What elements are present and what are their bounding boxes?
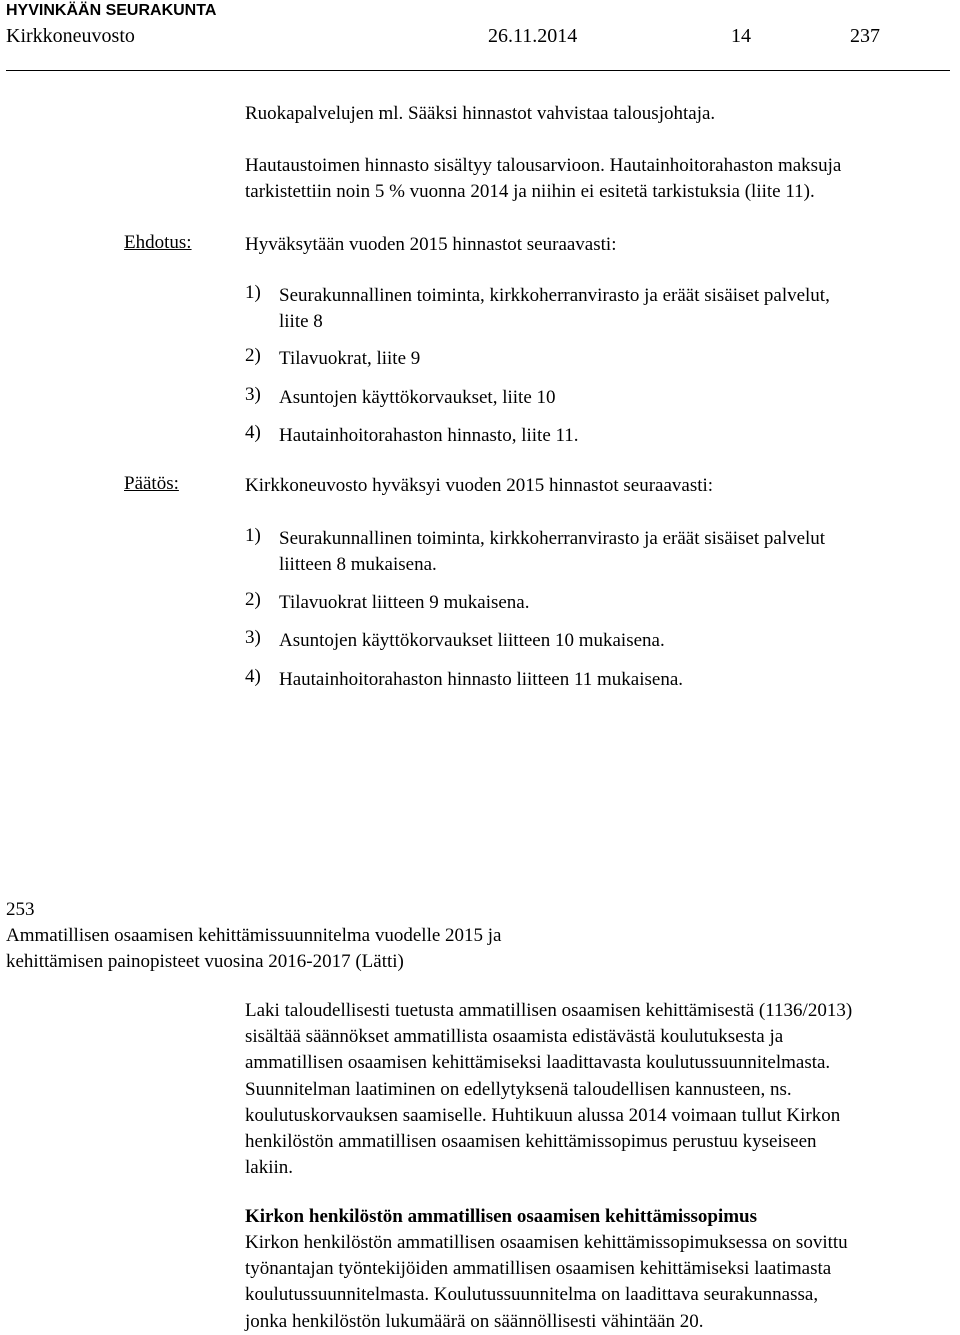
proposal-item-number: 3) xyxy=(245,384,261,405)
organization-name: HYVINKÄÄN SEURAKUNTA xyxy=(6,2,217,19)
decision-item-number: 3) xyxy=(245,627,261,648)
proposal-item-text: Tilavuokrat, liite 9 xyxy=(279,348,421,369)
intro-line: tarkistettiin noin 5 % vuonna 2014 ja niihin ei esitetä tarkistuksia (liite 11). xyxy=(245,181,815,202)
paragraph-line: jonka henkilöstön lukumäärä on säännöllisesti vähintään 20. xyxy=(245,1310,704,1332)
proposal-label: Ehdotus: xyxy=(124,232,192,253)
header-rule xyxy=(6,70,950,71)
proposal-item-text: Asuntojen käyttökorvaukset, liite 10 xyxy=(279,387,556,408)
section-paragraph xyxy=(245,1230,848,1335)
proposal-lead: Hyväksytään vuoden 2015 hinnastot seuraavasti: xyxy=(245,234,617,255)
section-title: kehittämisen painopisteet vuosina 2016-2017 (Lätti) xyxy=(6,951,404,972)
paragraph-line: koulutussuunnitelmasta. Koulutussuunnitelma on laadittava seurakunnassa, xyxy=(245,1284,819,1306)
decision-lead: Kirkkoneuvosto hyväksyi vuoden 2015 hinnastot seuraavasti: xyxy=(245,475,714,496)
paragraph-line: henkilöstön ammatillisen osaamisen kehittämissopimus perustuu kyseiseen xyxy=(245,1131,817,1153)
decision-item-text: Tilavuokrat liitteen 9 mukaisena. xyxy=(279,592,530,613)
section-title: Ammatillisen osaamisen kehittämissuunnitelma vuodelle 2015 ja xyxy=(6,925,502,946)
meeting-date: 26.11.2014 xyxy=(488,25,578,47)
decision-item-text: Seurakunnallinen toiminta, kirkkoherranvirasto ja eräät sisäiset palvelut xyxy=(279,528,826,549)
section-number: 14 xyxy=(731,25,751,47)
paragraph-line: ammatillisen osaamisen kehittämiseksi laadittavasta koulutussuunnitelmasta. xyxy=(245,1052,831,1074)
decision-label: Päätös: xyxy=(124,473,179,494)
subheading: Kirkon henkilöstön ammatillisen osaamisen kehittämissopimus xyxy=(245,1206,758,1227)
paragraph-line: Suunnitelman laatiminen on edellytyksenä taloudellisen kannusteen, ns. xyxy=(245,1078,792,1100)
proposal-item-text: Hautainhoitorahaston hinnasto, liite 11. xyxy=(279,425,579,446)
decision-item-text: Hautainhoitorahaston hinnasto liitteen 11 mukaisena. xyxy=(279,669,684,690)
paragraph-line: lakiin. xyxy=(245,1157,294,1179)
decision-item-text: liitteen 8 mukaisena. xyxy=(279,554,437,575)
decision-item-number: 1) xyxy=(245,525,261,546)
proposal-item-number: 2) xyxy=(245,345,261,366)
paragraph-line: Laki taloudellisesti tuetusta ammatillisen osaamisen kehittämisestä (1136/2013) xyxy=(245,1000,853,1021)
intro-line: Hautaustoimen hinnasto sisältyy talousarvioon. Hautainhoitorahaston maksuja xyxy=(245,155,842,176)
proposal-item-number: 1) xyxy=(245,282,261,303)
intro-line: Ruokapalvelujen ml. Sääksi hinnastot vahvistaa talousjohtaja. xyxy=(245,103,716,124)
decision-item-text: Asuntojen käyttökorvaukset liitteen 10 mukaisena. xyxy=(279,630,665,651)
paragraph-line: työnantajan työntekijöiden ammatillisen osaamisen kehittämiseksi laatimasta xyxy=(245,1258,832,1280)
decision-item-number: 2) xyxy=(245,589,261,610)
proposal-item-text: liite 8 xyxy=(279,311,323,332)
paragraph-line: Kirkon henkilöstön ammatillisen osaamisen kehittämissopimuksessa on sovittu xyxy=(245,1232,848,1253)
proposal-item-number: 4) xyxy=(245,422,261,443)
paragraph-line: koulutuskorvauksen saamiselle. Huhtikuun alussa 2014 voimaan tullut Kirkon xyxy=(245,1104,841,1126)
meeting-body: Kirkkoneuvosto xyxy=(6,25,135,47)
proposal-item-text: Seurakunnallinen toiminta, kirkkoherranvirasto ja eräät sisäiset palvelut, xyxy=(279,285,830,306)
section-paragraph xyxy=(245,998,852,1181)
section-heading-number: 253 xyxy=(6,899,35,920)
decision-item-number: 4) xyxy=(245,666,261,687)
paragraph-line: sisältää säännökset ammatillista osaamista edistävästä koulutuksesta ja xyxy=(245,1026,784,1048)
page-number: 237 xyxy=(850,25,880,47)
